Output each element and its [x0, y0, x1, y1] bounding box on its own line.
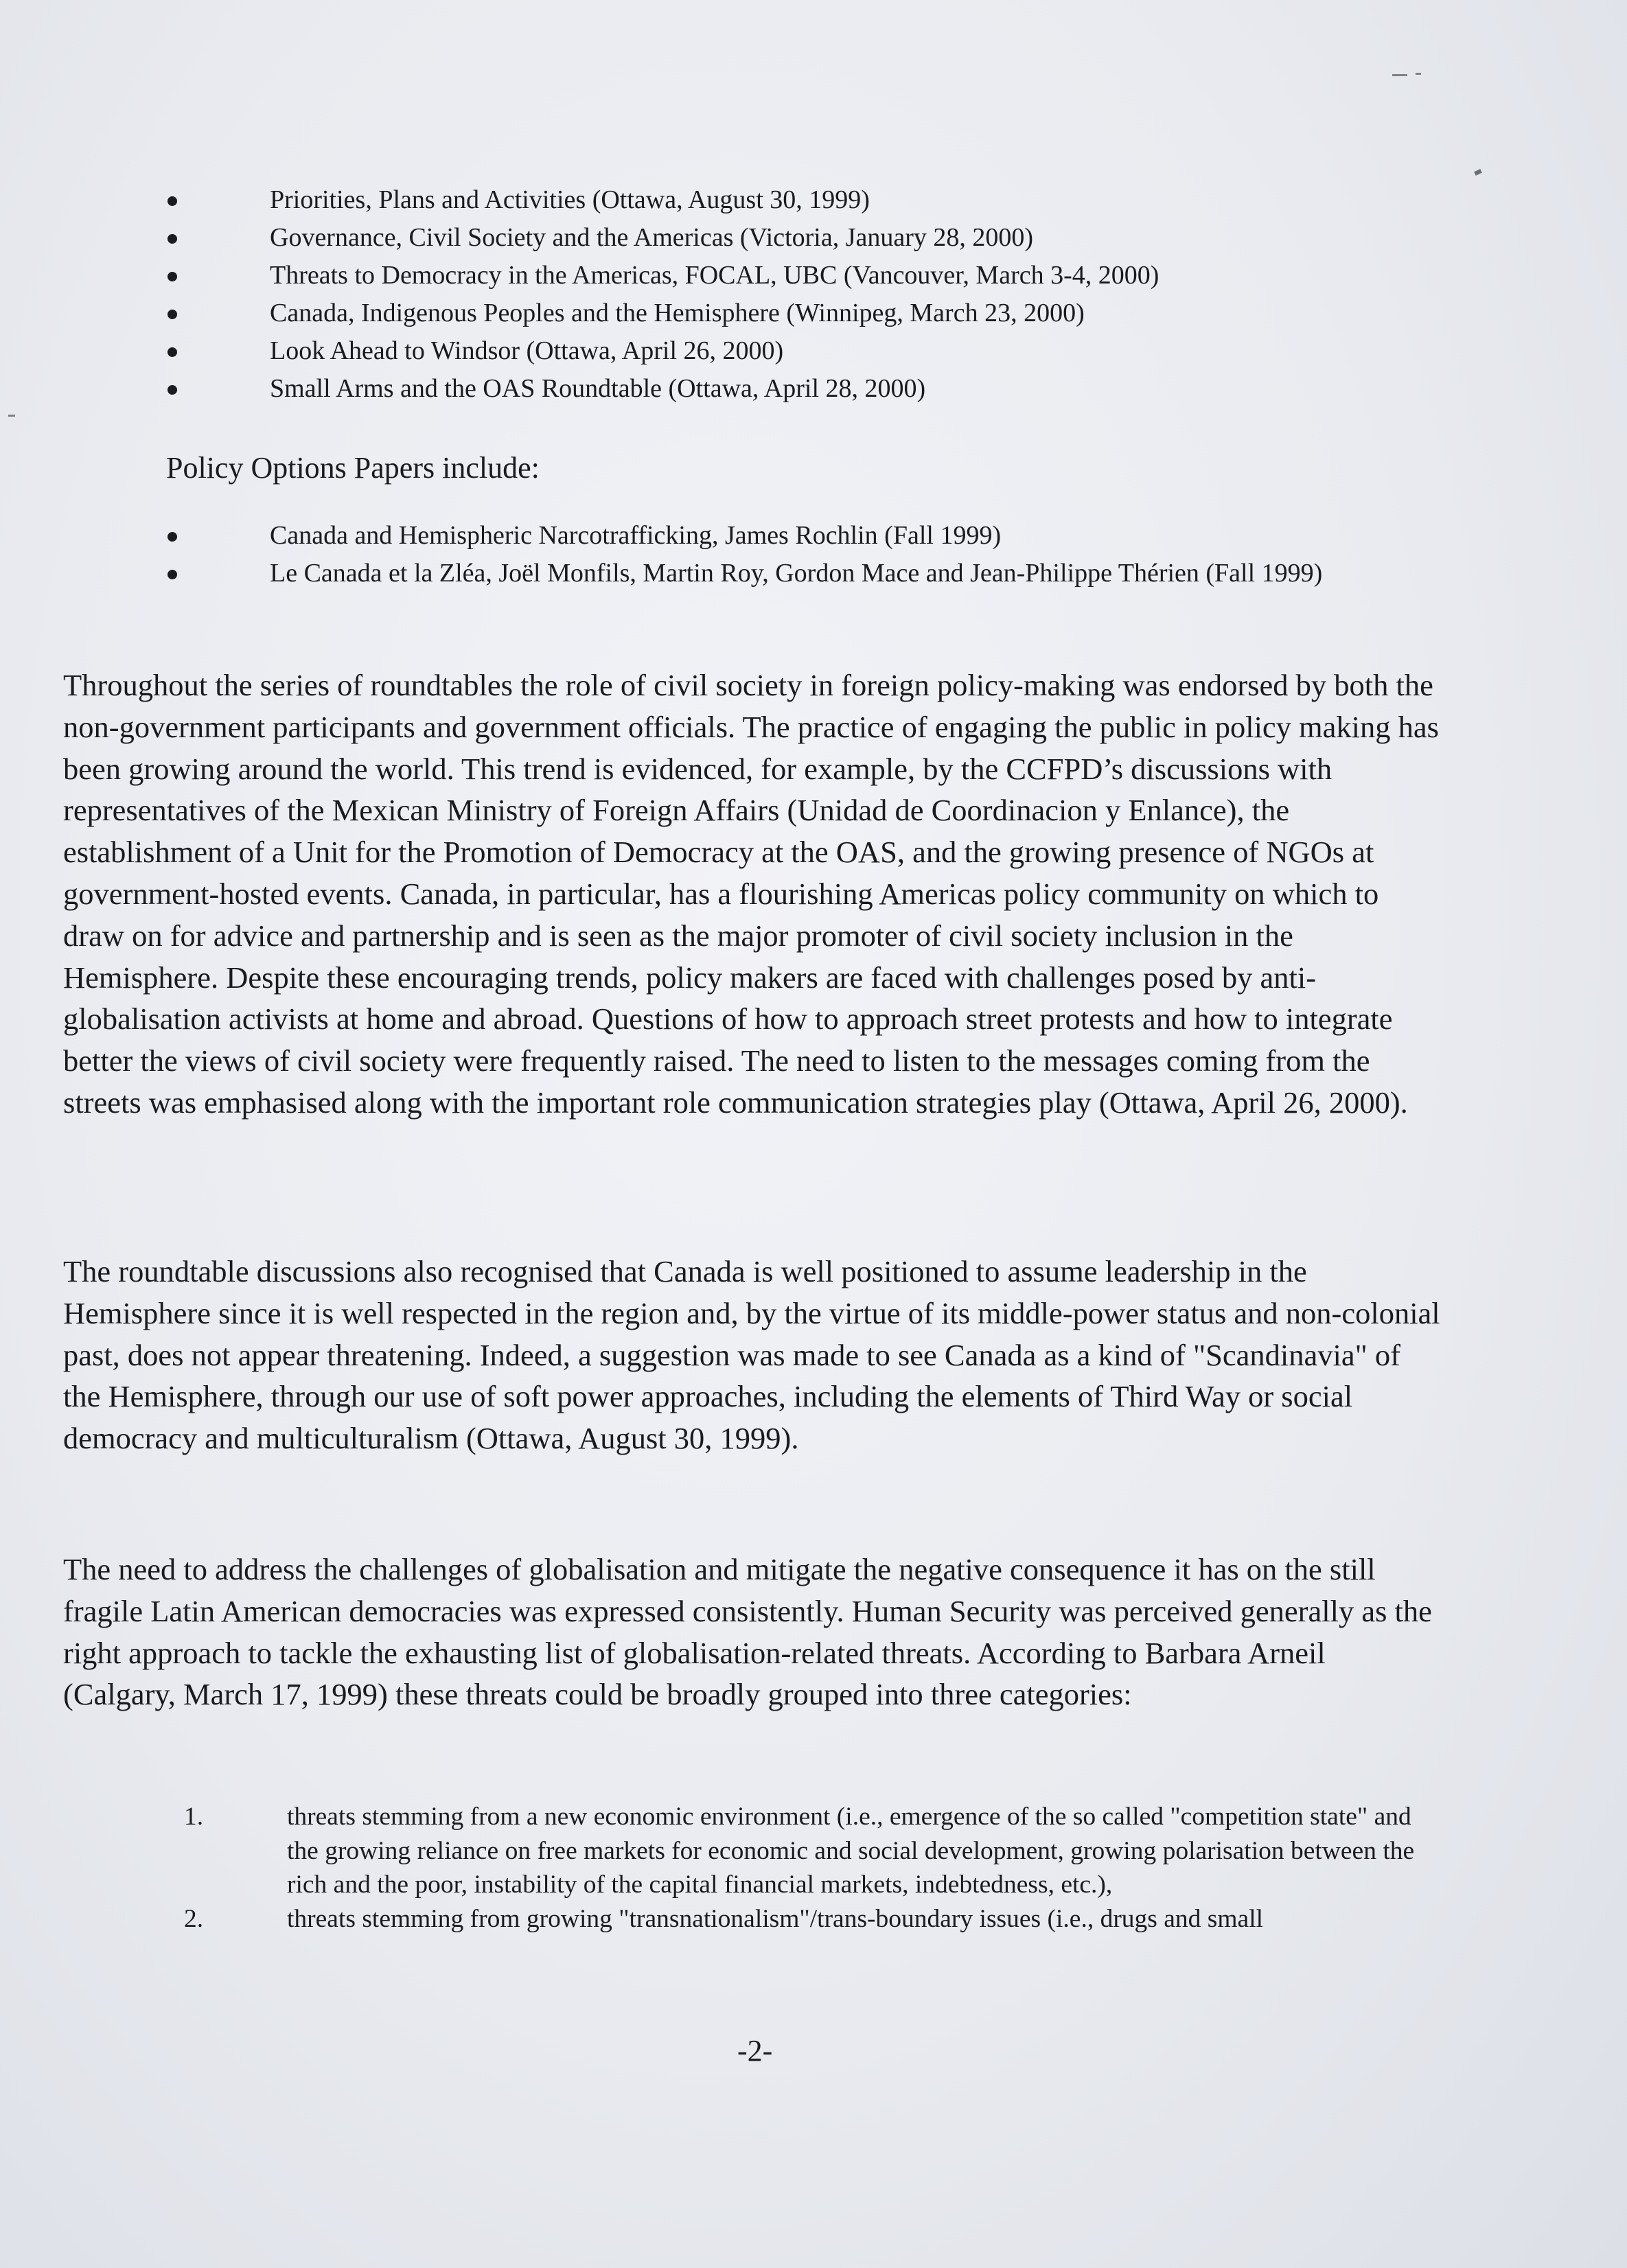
- list-item-text: Governance, Civil Society and the Americas (Victoria, January 28, 2000): [270, 223, 1034, 252]
- bullet-icon: [168, 310, 177, 319]
- list-number: 1.: [184, 1803, 204, 1831]
- list-item: [165, 257, 1469, 294]
- scan-speck: [1474, 169, 1482, 176]
- list-item: [165, 294, 1469, 332]
- bullet-icon: [168, 234, 177, 244]
- page-number: -2-: [737, 2034, 773, 2068]
- list-number: 2.: [184, 1904, 204, 1933]
- list-item: [184, 1902, 1433, 1936]
- list-item: [184, 1800, 1433, 1902]
- list-item: [165, 517, 1469, 555]
- bullet-icon: [168, 196, 177, 206]
- list-item: [165, 181, 1469, 219]
- list-item: [165, 370, 1469, 408]
- list-item-text: Look Ahead to Windsor (Ottawa, April 26, 2000): [270, 336, 784, 365]
- scan-speck: [1392, 74, 1407, 76]
- list-item-text: Priorities, Plans and Activities (Ottawa, August 30, 1999): [270, 185, 870, 214]
- list-item: [165, 332, 1469, 370]
- scan-speck: [1416, 73, 1421, 75]
- list-item-text: threats stemming from growing "transnationalism"/trans-boundary issues (i.e., drugs and small: [287, 1904, 1264, 1933]
- paragraph-globalisation: The need to address the challenges of globalisation and mitigate the negative consequence it has on the still fragile Latin American democracies was expressed consistently. Human Security was perceived generally as the right approach to tackle the exhausting list of globalisation-related threats. According to Barbara Arneil (Calgary, March 17, 1999) these threats could be broadly grouped into three categories:: [63, 1552, 1432, 1712]
- bullet-icon: [168, 272, 177, 281]
- list-item-text: Threats to Democracy in the Americas, FOCAL, UBC (Vancouver, March 3-4, 2000): [270, 261, 1159, 290]
- bullet-icon: [168, 570, 177, 579]
- list-item-text: Canada, Indigenous Peoples and the Hemisphere (Winnipeg, March 23, 2000): [270, 299, 1085, 327]
- threats-list: [184, 1800, 1433, 1936]
- list-item-text: Le Canada et la Zléa, Joël Monfils, Martin Roy, Gordon Mace and Jean-Philippe Thérien (Fall 1999): [270, 559, 1323, 588]
- scan-speck: [8, 415, 15, 417]
- list-item-text: Canada and Hemispheric Narcotrafficking, James Rochlin (Fall 1999): [270, 521, 1002, 550]
- bullet-icon: [168, 385, 177, 395]
- roundtables-list: [165, 181, 1469, 408]
- list-item: [165, 555, 1469, 592]
- bullet-icon: [168, 347, 177, 357]
- bullet-icon: [168, 532, 177, 542]
- policy-options-heading: Policy Options Papers include:: [166, 451, 540, 485]
- list-item-text: threats stemming from a new economic environment (i.e., emergence of the so called "competition state" and the growing reliance on free markets for economic and social development, growing polarisation between the rich and the poor, instability of the capital financial markets, indebtedness, etc.),: [287, 1803, 1415, 1899]
- paragraph-canada-leadership: The roundtable discussions also recognised that Canada is well positioned to assume leadership in the Hemisphere since it is well respected in the region and, by the virtue of its middle-power status and non-colonial past, does not appear threatening. Indeed, a suggestion was made to see Canada as a kind of "Scandinavia" of the Hemisphere, through our use of soft power approaches, including the elements of Third Way or social democracy and multiculturalism (Ottawa, August 30, 1999).: [63, 1254, 1440, 1456]
- paragraph-civil-society: Throughout the series of roundtables the role of civil society in foreign policy-making was endorsed by both the non-government participants and government officials. The practice of engaging the public in policy making has been growing around the world. This trend is evidenced, for example, by the CCFPD’s discussions with representatives of the Mexican Ministry of Foreign Affairs (Unidad de Coordinacion y Enlance), the establishment of a Unit for the Promotion of Democracy at the OAS, and the growing presence of NGOs at government-hosted events. Canada, in particular, has a flourishing Americas policy community on which to draw on for advice and partnership and is seen as the major promoter of civil society inclusion in the Hemisphere. Despite these encouraging trends, policy makers are faced with challenges posed by anti-globalisation activists at home and abroad. Questions of how to approach street protests and how to integrate better the views of civil society were frequently raised. The need to listen to the messages coming from the streets was emphasised along with the important role communication strategies play (Ottawa, April 26, 2000).: [63, 668, 1439, 1120]
- list-item: [165, 219, 1469, 257]
- policy-papers-list: [165, 517, 1469, 592]
- list-item-text: Small Arms and the OAS Roundtable (Ottawa, April 28, 2000): [270, 374, 926, 403]
